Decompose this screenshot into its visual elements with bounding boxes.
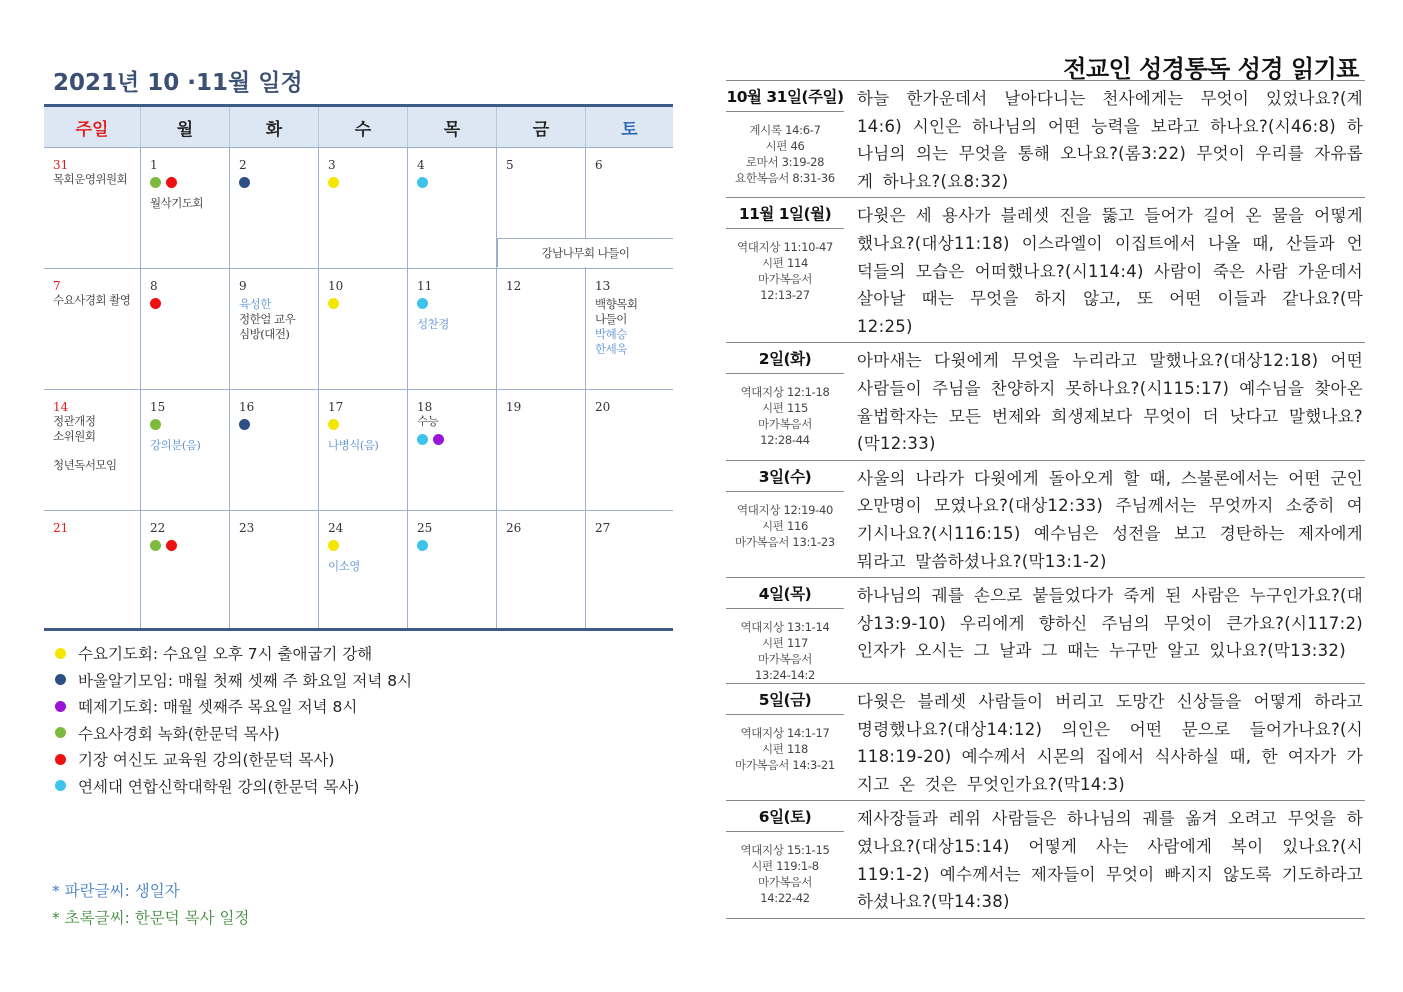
day-number: 11 bbox=[417, 279, 433, 293]
schedule-dots bbox=[328, 539, 407, 551]
day-event-text: 목회운영위원회 bbox=[53, 172, 128, 186]
reading-reference: 13:24-14:2 bbox=[754, 668, 816, 683]
legend-item bbox=[55, 746, 412, 773]
reading-reference: 마가복음서 bbox=[757, 875, 813, 890]
day-number: 8 bbox=[150, 279, 158, 293]
reading-row bbox=[726, 81, 1365, 198]
reading-reference: 시편 119:1-8 bbox=[751, 859, 819, 874]
day-number: 12 bbox=[506, 279, 522, 293]
reading-row bbox=[726, 684, 1365, 801]
legend-item bbox=[55, 640, 412, 667]
reading-reference: 마가복음서 bbox=[757, 272, 813, 287]
calendar-legend bbox=[55, 640, 412, 799]
reading-references bbox=[726, 112, 844, 186]
calendar-day-cell bbox=[229, 148, 318, 268]
schedule-dot-yellow bbox=[328, 177, 339, 188]
schedule-dots bbox=[417, 433, 496, 445]
schedule-dots bbox=[150, 539, 229, 551]
day-number: 17 bbox=[328, 400, 344, 414]
reading-reference: 마가복음서 14:3-21 bbox=[735, 758, 835, 773]
birthday-name: 박혜승 bbox=[595, 327, 627, 341]
day-number: 6 bbox=[595, 158, 603, 172]
reading-reference: 시편 46 bbox=[765, 139, 805, 153]
day-number: 13 bbox=[595, 279, 611, 293]
day-event-text: 월삭기도회 bbox=[150, 196, 204, 210]
reading-row bbox=[726, 343, 1365, 460]
reading-date-column bbox=[726, 684, 844, 800]
day-number: 25 bbox=[417, 521, 433, 535]
calendar-week-row bbox=[44, 268, 673, 389]
schedule-dots bbox=[150, 418, 229, 430]
day-number: 2 bbox=[239, 158, 247, 172]
birthday-name: 성찬경 bbox=[417, 317, 449, 331]
day-number: 19 bbox=[506, 400, 522, 414]
legend-dot-cyan bbox=[55, 780, 66, 791]
reading-reference: 시편 116 bbox=[761, 518, 809, 533]
birthday-name: 육성한 bbox=[239, 297, 271, 311]
color-note: * 초록글씨: 한문덕 목사 일정 bbox=[52, 909, 250, 927]
weekday-header-cell: 월 bbox=[140, 107, 229, 147]
schedule-dot-cyan bbox=[417, 298, 428, 309]
reading-date-column bbox=[726, 343, 844, 459]
reading-table bbox=[726, 80, 1365, 919]
reading-reference: 시편 115 bbox=[761, 401, 809, 416]
reading-date-column bbox=[726, 198, 844, 342]
schedule-dot-cyan bbox=[417, 540, 428, 551]
calendar-day-cell bbox=[44, 511, 140, 631]
day-number: 16 bbox=[239, 400, 255, 414]
schedule-dots bbox=[417, 539, 496, 551]
legend-dot-yellow bbox=[55, 648, 66, 659]
legend-text: 바울알기모임: 매월 첫째 셋째 주 화요일 저녁 8시 bbox=[78, 671, 413, 690]
calendar-day-cell bbox=[407, 390, 496, 510]
day-event-text: 정관개정 bbox=[53, 414, 96, 428]
day-number: 31 bbox=[53, 158, 69, 172]
reading-date-column bbox=[726, 801, 844, 917]
schedule-dot-cyan bbox=[417, 434, 428, 445]
schedule-dot-yellow bbox=[328, 540, 339, 551]
legend-text: 수요기도회: 수요일 오후 7시 출애굽기 강해 bbox=[78, 645, 373, 664]
calendar-title: 2021년 10 ·11월 일정 bbox=[53, 70, 303, 96]
reading-reference: 14:22-42 bbox=[760, 891, 810, 906]
reading-reference: 12:13-27 bbox=[760, 288, 810, 303]
schedule-dots bbox=[150, 176, 229, 188]
reading-reference: 역대지상 12:1-18 bbox=[740, 385, 830, 400]
schedule-dot-yellow bbox=[328, 298, 339, 309]
day-number: 10 bbox=[328, 279, 344, 293]
calendar-day-cell bbox=[140, 390, 229, 510]
reading-reference: 마가복음서 bbox=[757, 652, 813, 667]
day-number: 14 bbox=[53, 400, 69, 414]
calendar-day-cell bbox=[318, 390, 407, 510]
reading-reference: 시편 118 bbox=[761, 742, 809, 757]
day-number: 1 bbox=[150, 158, 158, 172]
reading-date: 11월 1일(월) bbox=[726, 198, 844, 229]
reading-date: 10월 31일(주일) bbox=[726, 81, 844, 112]
reading-reference: 역대지상 12:19-40 bbox=[736, 502, 834, 517]
weekday-header-cell: 수 bbox=[318, 107, 407, 147]
schedule-dot-red bbox=[150, 298, 161, 309]
calendar-day-cell bbox=[585, 511, 673, 631]
reading-reference: 요한복음서 8:31-36 bbox=[735, 171, 835, 185]
reading-question: 아마새는 다윗에게 무엇을 누리라고 말했나요?(대상12:18) 어떤 사람들이 주님을 찬양하지 못하나요?(시115:17) 예수님을 찾아온 율법학자는 모든 번제와 희생제보다 무엇이 더 낫다고 말했나요?(막12:33) bbox=[857, 351, 1363, 454]
reading-date-column bbox=[726, 81, 844, 197]
schedule-dots bbox=[328, 176, 407, 188]
calendar-bottom-rule bbox=[44, 628, 673, 631]
legend-item bbox=[55, 693, 412, 720]
schedule-dot-navy bbox=[239, 419, 250, 430]
reading-reference: 역대지상 11:10-47 bbox=[736, 240, 834, 255]
reading-question: 다윗은 세 용사가 블레셋 진을 뚫고 들어가 길어 온 물을 어떻게 했나요?(대상11:18) 이스라엘이 이집트에서 나올 때, 산들과 언덕들의 모습은 어떠했나요?(시114:4) 사람이 죽은 사람 가운데서 살아날 때는 무엇을 하지 않고, 또 어떤 이들과 같나요?(막12:25) bbox=[857, 206, 1363, 336]
reading-row bbox=[726, 578, 1365, 684]
reading-references bbox=[726, 715, 844, 773]
legend-text: 연세대 연합신학대학원 강의(한문덕 목사) bbox=[78, 777, 360, 796]
reading-date: 5일(금) bbox=[726, 684, 844, 715]
schedule-dots bbox=[328, 297, 407, 309]
day-event-text: 청년독서모임 bbox=[53, 458, 117, 472]
day-number: 24 bbox=[328, 521, 344, 535]
calendar-day-cell bbox=[407, 148, 496, 268]
reading-reference: 시편 114 bbox=[761, 256, 809, 271]
schedule-dot-red bbox=[166, 540, 177, 551]
reading-date-column bbox=[726, 461, 844, 577]
span-event-kangnam-outing: 강남나무회 나들이 bbox=[497, 238, 673, 267]
legend-text: 기장 여신도 교육원 강의(한문덕 목사) bbox=[78, 751, 335, 770]
weekday-header-cell: 주일 bbox=[75, 119, 109, 140]
reading-date: 4일(목) bbox=[726, 578, 844, 609]
weekday-header-cell: 토 bbox=[585, 107, 673, 147]
legend-dot-red bbox=[55, 754, 66, 765]
calendar-grid bbox=[44, 107, 673, 631]
schedule-dot-green bbox=[150, 540, 161, 551]
birthday-name: 나병식(음) bbox=[328, 438, 379, 452]
birthday-name: 한세욱 bbox=[595, 342, 627, 356]
color-note: * 파란글씨: 생일자 bbox=[52, 882, 180, 900]
schedule-dot-yellow bbox=[328, 419, 339, 430]
calendar-day-cell bbox=[318, 511, 407, 631]
legend-dot-navy bbox=[55, 674, 66, 685]
day-number: 18 bbox=[417, 400, 433, 414]
day-number: 3 bbox=[328, 158, 336, 172]
calendar-day-cell bbox=[318, 148, 407, 268]
reading-references bbox=[726, 832, 844, 906]
schedule-dot-cyan bbox=[417, 177, 428, 188]
calendar-day-cell bbox=[318, 269, 407, 389]
day-event-text: 백향목회 bbox=[595, 297, 638, 311]
legend-item bbox=[55, 773, 412, 800]
calendar-week-row bbox=[44, 510, 673, 631]
reading-reference: 역대지상 14:1-17 bbox=[740, 726, 830, 741]
reading-reference: 마가복음서 bbox=[757, 417, 813, 432]
calendar-day-cell bbox=[229, 269, 318, 389]
day-event-text: 소위원회 bbox=[53, 429, 96, 443]
reading-question: 다윗은 블레셋 사람들이 버리고 도망간 신상들을 어떻게 하라고 명령했나요?(대상14:12) 의인은 어떤 문으로 들어가나요?(시118:19-20) 예수께서 시몬의 집에서 식사하실 때, 한 여자가 가지고 온 것은 무엇인가요?(막14:3) bbox=[857, 692, 1363, 794]
day-number: 7 bbox=[53, 279, 61, 293]
reading-references bbox=[726, 609, 844, 683]
legend-dot-purple bbox=[55, 701, 66, 712]
legend-dot-green bbox=[55, 727, 66, 738]
weekday-header-cell: 화 bbox=[229, 107, 318, 147]
calendar-day-cell bbox=[229, 390, 318, 510]
calendar-day-cell bbox=[44, 390, 140, 510]
schedule-dot-red bbox=[166, 177, 177, 188]
reading-question: 하늘 한가운데서 날아다니는 천사에게는 무엇이 있었나요?(계14:6) 시인은 하나님의 어떤 능력을 보라고 하나요?(시46:8) 하나님의 의는 무엇을 통해 오나요?(롬3:22) 무엇이 우리를 자유롭게 하나요?(요8:32) bbox=[857, 89, 1363, 191]
weekday-header-cell: 금 bbox=[496, 107, 585, 147]
calendar-day-cell bbox=[407, 511, 496, 631]
reading-row bbox=[726, 198, 1365, 343]
reading-references bbox=[726, 492, 844, 550]
reading-reference: 역대지상 15:1-15 bbox=[740, 843, 830, 858]
schedule-dots bbox=[417, 297, 496, 309]
calendar-day-cell bbox=[407, 269, 496, 389]
calendar-weekday-header bbox=[44, 107, 673, 147]
reading-reference: 마가복음서 13:1-23 bbox=[735, 534, 835, 549]
reading-date-column bbox=[726, 578, 844, 683]
day-number: 27 bbox=[595, 521, 611, 535]
calendar-weeks bbox=[44, 147, 673, 631]
day-event-text: 정한얼 교우 bbox=[239, 312, 296, 326]
reading-row bbox=[726, 801, 1365, 918]
day-number: 20 bbox=[595, 400, 611, 414]
schedule-dots bbox=[239, 176, 318, 188]
reading-question: 사울의 나라가 다윗에게 돌아오게 할 때, 스불론에서는 어떤 군인 오만명이 모였나요?(대상12:33) 주님께서는 무엇까지 소중히 여기시나요?(시116:15) 예수님은 성전을 보고 경탄하는 제자에게 뭐라고 말씀하셨나요?(막13:1-2) bbox=[857, 468, 1363, 571]
calendar-day-cell bbox=[496, 511, 585, 631]
day-number: 15 bbox=[150, 400, 166, 414]
day-number: 4 bbox=[417, 158, 425, 172]
reading-reference: 시편 117 bbox=[761, 636, 809, 651]
calendar-day-cell bbox=[585, 390, 673, 510]
day-event-text: 수요사경회 촬영 bbox=[53, 293, 131, 307]
legend-item bbox=[55, 667, 412, 694]
reading-row bbox=[726, 461, 1365, 578]
day-number: 23 bbox=[239, 521, 255, 535]
calendar-day-cell bbox=[44, 269, 140, 389]
day-number: 9 bbox=[239, 279, 247, 293]
day-event-text: 나들이 bbox=[595, 312, 627, 326]
calendar-day-cell bbox=[140, 511, 229, 631]
day-number: 5 bbox=[506, 158, 514, 172]
legend-notes bbox=[52, 878, 249, 932]
legend-item bbox=[55, 720, 412, 747]
reading-references bbox=[726, 374, 844, 448]
day-event-text: 수능 bbox=[417, 414, 439, 428]
schedule-dots bbox=[328, 418, 407, 430]
weekday-header-cell: 목 bbox=[407, 107, 496, 147]
schedule-dot-green bbox=[150, 177, 161, 188]
reading-date: 3일(수) bbox=[726, 461, 844, 492]
schedule-dot-green bbox=[150, 419, 161, 430]
calendar-week-row bbox=[44, 389, 673, 510]
schedule-dots bbox=[239, 418, 318, 430]
reading-reference: 역대지상 13:1-14 bbox=[740, 620, 830, 635]
reading-date: 6일(토) bbox=[726, 801, 844, 832]
legend-text: 수요사경회 녹화(한문덕 목사) bbox=[78, 724, 280, 743]
schedule-dot-purple bbox=[433, 434, 444, 445]
calendar-day-cell bbox=[229, 511, 318, 631]
reading-question: 하나님의 궤를 손으로 붙들었다가 죽게 된 사람은 누구인가요?(대상13:9-10) 우리에게 향하신 주님의 무엇이 큰가요?(시117:2) 인자가 오시는 그 날과 그 때는 누구만 알고 있나요?(막13:32) bbox=[857, 586, 1363, 661]
calendar-day-cell bbox=[496, 269, 585, 389]
reading-references bbox=[726, 229, 844, 303]
schedule-dots bbox=[150, 297, 229, 309]
birthday-name: 이소영 bbox=[328, 559, 360, 573]
calendar-day-cell bbox=[140, 269, 229, 389]
schedule-dot-navy bbox=[239, 177, 250, 188]
reading-table-title: 전교인 성경통독 성경 읽기표 bbox=[1063, 55, 1359, 83]
legend-text: 떼제기도회: 매월 셋째주 목요일 저녁 8시 bbox=[78, 698, 358, 717]
calendar-day-cell bbox=[585, 269, 673, 389]
reading-question: 제사장들과 레위 사람들은 하나님의 궤를 옮겨 오려고 무엇을 하였나요?(대상15:14) 어떻게 사는 사람에게 복이 있나요?(시119:1-2) 예수께서는 제자들이 무엇이 빠지지 않도록 기도하라고 하셨나요?(막14:38) bbox=[857, 809, 1363, 912]
birthday-name: 강의분(음) bbox=[150, 438, 201, 452]
calendar-day-cell bbox=[44, 148, 140, 268]
reading-reference: 12:28-44 bbox=[760, 433, 810, 448]
calendar-day-cell bbox=[140, 148, 229, 268]
day-number: 26 bbox=[506, 521, 522, 535]
day-number: 21 bbox=[53, 521, 69, 535]
day-event-text: 심방(대전) bbox=[239, 327, 290, 341]
calendar-day-cell bbox=[496, 390, 585, 510]
schedule-dots bbox=[417, 176, 496, 188]
reading-reference: 계시록 14:6-7 bbox=[749, 123, 821, 137]
reading-reference: 로마서 3:19-28 bbox=[745, 155, 825, 169]
day-number: 22 bbox=[150, 521, 166, 535]
reading-date: 2일(화) bbox=[726, 343, 844, 374]
